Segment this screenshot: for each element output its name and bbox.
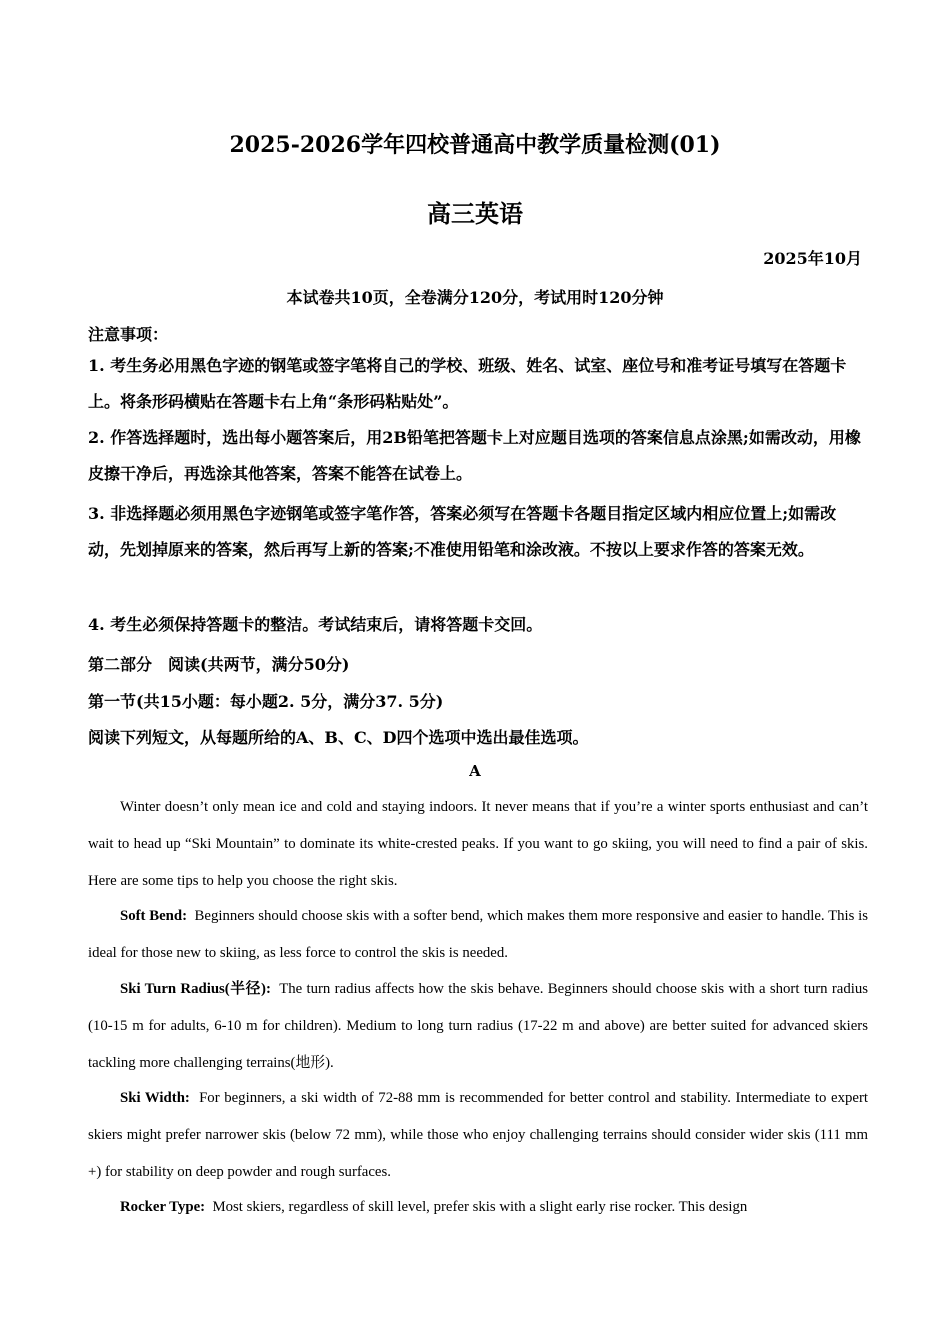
exam-subtitle: 高三英语 <box>427 199 523 228</box>
tip-label: Rocker Type: <box>120 1199 206 1215</box>
tip-label: Ski Width: <box>120 1090 190 1106</box>
tip-text: Most skiers, regardless of skill level, prefer skis with a slight early rise rocker. This design <box>212 1199 748 1215</box>
tip-text: Beginners should choose skis with a softer bend, which makes them more responsive and easier to handle. This is ideal for those new to skiing, as less force to control the skis is needed. <box>88 908 868 961</box>
exam-date: 2025年10月 <box>763 249 862 268</box>
notice-item-4: 4. 考生必须保持答题卡的整洁。考试结束后，请将答题卡交回。 <box>88 615 543 634</box>
tip-turn-radius <box>88 971 868 1082</box>
passage-intro: Winter doesn’t only mean ice and cold and staying indoors. It never means that if you’re a winter sports enthusiast and can’t wait to head up “Ski Mountain” to dominate its white-crested peaks. If you want to go skiing, you will need to find a pair of skis. Here are some tips to help you choose the right skis. <box>88 799 868 889</box>
tip-rocker-type <box>88 1189 868 1226</box>
tip-soft-bend <box>88 898 868 972</box>
tip-ski-width <box>88 1080 868 1191</box>
section-instruction: 阅读下列短文，从每题所给的A、B、C、D四个选项中选出最佳选项。 <box>88 728 589 747</box>
notice-item-1: 1. 考生务必用黑色字迹的钢笔或签字笔将自己的学校、班级、姓名、试室、座位号和准考证号填写在答题卡上。将条形码横贴在答题卡右上角“条形码粘贴处”。 <box>88 356 847 411</box>
tip-label: Soft Bend: <box>120 908 188 924</box>
part-heading: 第二部分 阅读(共两节，满分50分) <box>88 655 350 674</box>
passage-letter: A <box>469 762 481 780</box>
exam-info: 本试卷共10页，全卷满分120分，考试用时120分钟 <box>286 288 664 307</box>
notice-heading: 注意事项： <box>88 325 169 344</box>
section-heading: 第一节(共15小题：每小题2. 5分，满分37. 5分) <box>88 692 444 711</box>
notice-item-3: 3. 非选择题必须用黑色字迹钢笔或签字笔作答，答案必须写在答题卡各题目指定区域内相应位置上;如需改动，先划掉原来的答案，然后再写上新的答案;不准使用铅笔和涂改液。不按以上要求作答的答案无效。 <box>88 504 837 559</box>
tip-text: The turn radius affects how the skis behave. Beginners should choose skis with a short turn radius (10-15 m for adults, 6-10 m for children). Medium to long turn radius (17-22 m and above) are better suited for advanced skiers tackling more challenging terrains(地形). <box>88 981 869 1071</box>
exam-title: 2025-2026学年四校普通高中教学质量检测(01) <box>229 132 721 158</box>
tip-text: For beginners, a ski width of 72-88 mm is recommended for better control and stability. Intermediate to expert skiers might prefer narrower skis (below 72 mm), while those who enjoy challenging terrains should consider wider skis (111 mm +) for stability on deep powder and rough surfaces. <box>88 1090 868 1180</box>
notice-item-2: 2. 作答选择题时，选出每小题答案后，用2B铅笔把答题卡上对应题目选项的答案信息点涂黑;如需改动，用橡皮擦干净后，再选涂其他答案，答案不能答在试卷上。 <box>88 428 861 483</box>
tip-label: Ski Turn Radius(半径): <box>120 981 271 997</box>
